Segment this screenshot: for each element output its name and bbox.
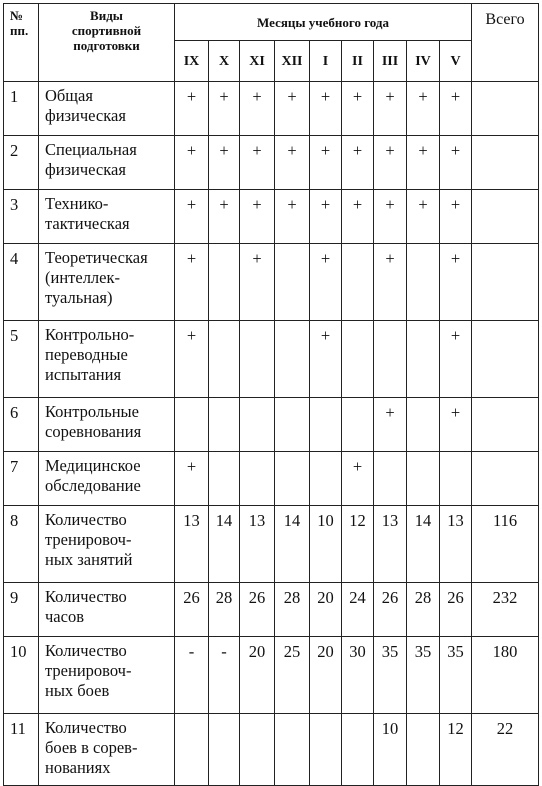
month-cell: 26 bbox=[240, 583, 275, 637]
month-cell: + bbox=[175, 244, 209, 321]
month-cell: 26 bbox=[175, 583, 209, 637]
month-cell: 35 bbox=[407, 637, 440, 714]
training-kind bbox=[39, 136, 175, 190]
total-cell bbox=[472, 82, 539, 136]
month-cell: 12 bbox=[440, 714, 472, 786]
month-cell bbox=[275, 452, 310, 506]
month-cell bbox=[240, 452, 275, 506]
month-cell bbox=[342, 714, 374, 786]
month-cell: 25 bbox=[275, 637, 310, 714]
month-cell: + bbox=[374, 398, 407, 452]
row-number: 9 bbox=[4, 583, 39, 637]
header-total: Всего bbox=[472, 4, 539, 82]
month-header: I bbox=[310, 41, 342, 82]
month-cell: + bbox=[440, 190, 472, 244]
month-header: V bbox=[440, 41, 472, 82]
month-cell: 28 bbox=[209, 583, 240, 637]
month-cell bbox=[440, 452, 472, 506]
month-cell bbox=[407, 244, 440, 321]
total-cell: 22 bbox=[472, 714, 539, 786]
training-kind-line: туальная) bbox=[45, 288, 113, 307]
month-cell bbox=[240, 714, 275, 786]
month-cell: + bbox=[310, 82, 342, 136]
month-cell bbox=[240, 398, 275, 452]
month-cell: + bbox=[374, 244, 407, 321]
training-kind-line: часов bbox=[45, 607, 84, 626]
month-cell bbox=[407, 452, 440, 506]
training-kind-line: тактическая bbox=[45, 214, 130, 233]
row-number: 6 bbox=[4, 398, 39, 452]
month-cell: 35 bbox=[374, 637, 407, 714]
month-cell: 13 bbox=[240, 506, 275, 583]
month-cell bbox=[407, 714, 440, 786]
table-row bbox=[4, 637, 539, 714]
month-cell: 20 bbox=[240, 637, 275, 714]
month-cell: + bbox=[374, 82, 407, 136]
training-kind bbox=[39, 506, 175, 583]
month-cell bbox=[342, 244, 374, 321]
month-cell: - bbox=[175, 637, 209, 714]
month-cell: + bbox=[175, 136, 209, 190]
row-number: 2 bbox=[4, 136, 39, 190]
month-cell: + bbox=[175, 190, 209, 244]
table-row bbox=[4, 136, 539, 190]
training-kind-line: Количество bbox=[45, 587, 127, 606]
training-kind-line: нованиях bbox=[45, 758, 111, 777]
table-row bbox=[4, 321, 539, 398]
month-cell bbox=[209, 714, 240, 786]
month-cell: + bbox=[209, 136, 240, 190]
month-cell: + bbox=[275, 82, 310, 136]
header-row bbox=[4, 4, 539, 41]
training-kind-line: физическая bbox=[45, 106, 126, 125]
month-cell: + bbox=[240, 136, 275, 190]
month-cell: + bbox=[310, 136, 342, 190]
month-cell bbox=[407, 398, 440, 452]
month-cell bbox=[342, 398, 374, 452]
month-header: II bbox=[342, 41, 374, 82]
month-cell bbox=[209, 452, 240, 506]
month-header: X bbox=[209, 41, 240, 82]
month-cell bbox=[275, 321, 310, 398]
month-header: XI bbox=[240, 41, 275, 82]
month-cell: 20 bbox=[310, 637, 342, 714]
training-kind-line: тренировоч- bbox=[45, 530, 132, 549]
training-kind-line: Общая bbox=[45, 86, 93, 105]
training-kind-line: боев в сорев- bbox=[45, 738, 138, 757]
header-num: № пп. bbox=[4, 4, 39, 82]
training-kind-line: тренировоч- bbox=[45, 661, 132, 680]
month-cell bbox=[310, 398, 342, 452]
training-kind-line: Количество bbox=[45, 510, 127, 529]
month-cell: 14 bbox=[209, 506, 240, 583]
training-kind bbox=[39, 637, 175, 714]
month-cell: 20 bbox=[310, 583, 342, 637]
training-kind bbox=[39, 244, 175, 321]
table-row bbox=[4, 398, 539, 452]
month-cell bbox=[209, 321, 240, 398]
month-cell: + bbox=[407, 190, 440, 244]
month-cell: + bbox=[342, 82, 374, 136]
month-cell: + bbox=[440, 244, 472, 321]
month-cell: + bbox=[275, 136, 310, 190]
month-cell: + bbox=[175, 82, 209, 136]
row-number: 8 bbox=[4, 506, 39, 583]
month-cell: + bbox=[440, 82, 472, 136]
training-kind-line: Теоретическая bbox=[45, 248, 148, 267]
row-number: 10 bbox=[4, 637, 39, 714]
month-cell bbox=[209, 244, 240, 321]
month-cell: + bbox=[209, 82, 240, 136]
table-row bbox=[4, 452, 539, 506]
month-cell bbox=[209, 398, 240, 452]
month-header: IV bbox=[407, 41, 440, 82]
month-cell: 35 bbox=[440, 637, 472, 714]
month-cell: + bbox=[342, 190, 374, 244]
total-cell bbox=[472, 136, 539, 190]
month-cell bbox=[310, 714, 342, 786]
month-cell: + bbox=[310, 244, 342, 321]
training-kind-line: (интеллек- bbox=[45, 268, 120, 287]
month-cell: + bbox=[175, 452, 209, 506]
month-cell: + bbox=[440, 321, 472, 398]
month-cell: 13 bbox=[440, 506, 472, 583]
month-cell bbox=[240, 321, 275, 398]
training-kind-line: переводные bbox=[45, 345, 128, 364]
month-cell: + bbox=[342, 452, 374, 506]
training-kind-line: Технико- bbox=[45, 194, 109, 213]
training-kind bbox=[39, 452, 175, 506]
month-cell bbox=[342, 321, 374, 398]
total-cell: 116 bbox=[472, 506, 539, 583]
month-cell: + bbox=[209, 190, 240, 244]
month-cell: + bbox=[175, 321, 209, 398]
training-kind bbox=[39, 190, 175, 244]
month-cell: + bbox=[310, 321, 342, 398]
table-row bbox=[4, 190, 539, 244]
month-cell bbox=[275, 714, 310, 786]
training-kind bbox=[39, 714, 175, 786]
training-kind bbox=[39, 583, 175, 637]
training-kind-line: Количество bbox=[45, 641, 127, 660]
header-kind: Виды спортивной подготовки bbox=[39, 4, 175, 82]
month-cell: 26 bbox=[374, 583, 407, 637]
row-number: 1 bbox=[4, 82, 39, 136]
month-cell bbox=[275, 244, 310, 321]
total-cell bbox=[472, 244, 539, 321]
month-cell: 13 bbox=[374, 506, 407, 583]
row-number: 11 bbox=[4, 714, 39, 786]
month-cell: - bbox=[209, 637, 240, 714]
training-plan-table bbox=[3, 3, 539, 786]
table-row bbox=[4, 244, 539, 321]
month-header: XII bbox=[275, 41, 310, 82]
month-cell: 10 bbox=[310, 506, 342, 583]
month-cell: + bbox=[240, 244, 275, 321]
training-kind-line: Контрольные bbox=[45, 402, 139, 421]
training-kind-line: обследование bbox=[45, 476, 141, 495]
month-cell: 14 bbox=[275, 506, 310, 583]
total-cell bbox=[472, 398, 539, 452]
training-kind bbox=[39, 398, 175, 452]
month-cell: + bbox=[342, 136, 374, 190]
month-cell: 26 bbox=[440, 583, 472, 637]
table-row bbox=[4, 583, 539, 637]
month-header: IX bbox=[175, 41, 209, 82]
month-header: III bbox=[374, 41, 407, 82]
row-number: 7 bbox=[4, 452, 39, 506]
month-cell: + bbox=[407, 136, 440, 190]
total-cell bbox=[472, 452, 539, 506]
row-number: 3 bbox=[4, 190, 39, 244]
month-cell bbox=[374, 321, 407, 398]
month-cell: + bbox=[240, 190, 275, 244]
row-number: 4 bbox=[4, 244, 39, 321]
row-number: 5 bbox=[4, 321, 39, 398]
header-months-title: Месяцы учебного года bbox=[175, 4, 472, 41]
month-cell: 13 bbox=[175, 506, 209, 583]
training-kind bbox=[39, 321, 175, 398]
month-cell bbox=[374, 452, 407, 506]
month-cell bbox=[275, 398, 310, 452]
table-row bbox=[4, 714, 539, 786]
month-cell: 28 bbox=[407, 583, 440, 637]
total-cell bbox=[472, 321, 539, 398]
month-cell: + bbox=[440, 398, 472, 452]
training-kind-line: Количество bbox=[45, 718, 127, 737]
month-cell: + bbox=[440, 136, 472, 190]
month-cell: 24 bbox=[342, 583, 374, 637]
table-row bbox=[4, 506, 539, 583]
month-cell: 14 bbox=[407, 506, 440, 583]
training-kind-line: испытания bbox=[45, 365, 122, 384]
total-cell: 232 bbox=[472, 583, 539, 637]
training-kind-line: Специальная bbox=[45, 140, 137, 159]
total-cell bbox=[472, 190, 539, 244]
training-kind-line: ных боев bbox=[45, 681, 110, 700]
training-kind-line: Контрольно- bbox=[45, 325, 135, 344]
month-cell: + bbox=[240, 82, 275, 136]
training-kind-line: физическая bbox=[45, 160, 126, 179]
month-cell bbox=[407, 321, 440, 398]
training-kind-line: Медицинское bbox=[45, 456, 141, 475]
total-cell: 180 bbox=[472, 637, 539, 714]
training-kind-line: соревнования bbox=[45, 422, 142, 441]
month-cell: + bbox=[374, 190, 407, 244]
training-kind-line: ных занятий bbox=[45, 550, 133, 569]
month-cell: 12 bbox=[342, 506, 374, 583]
month-cell: 28 bbox=[275, 583, 310, 637]
month-cell: 10 bbox=[374, 714, 407, 786]
training-kind bbox=[39, 82, 175, 136]
month-cell bbox=[175, 714, 209, 786]
month-cell bbox=[310, 452, 342, 506]
month-cell: + bbox=[310, 190, 342, 244]
month-cell: + bbox=[374, 136, 407, 190]
month-cell: 30 bbox=[342, 637, 374, 714]
month-cell bbox=[175, 398, 209, 452]
month-cell: + bbox=[275, 190, 310, 244]
table-row bbox=[4, 82, 539, 136]
month-cell: + bbox=[407, 82, 440, 136]
